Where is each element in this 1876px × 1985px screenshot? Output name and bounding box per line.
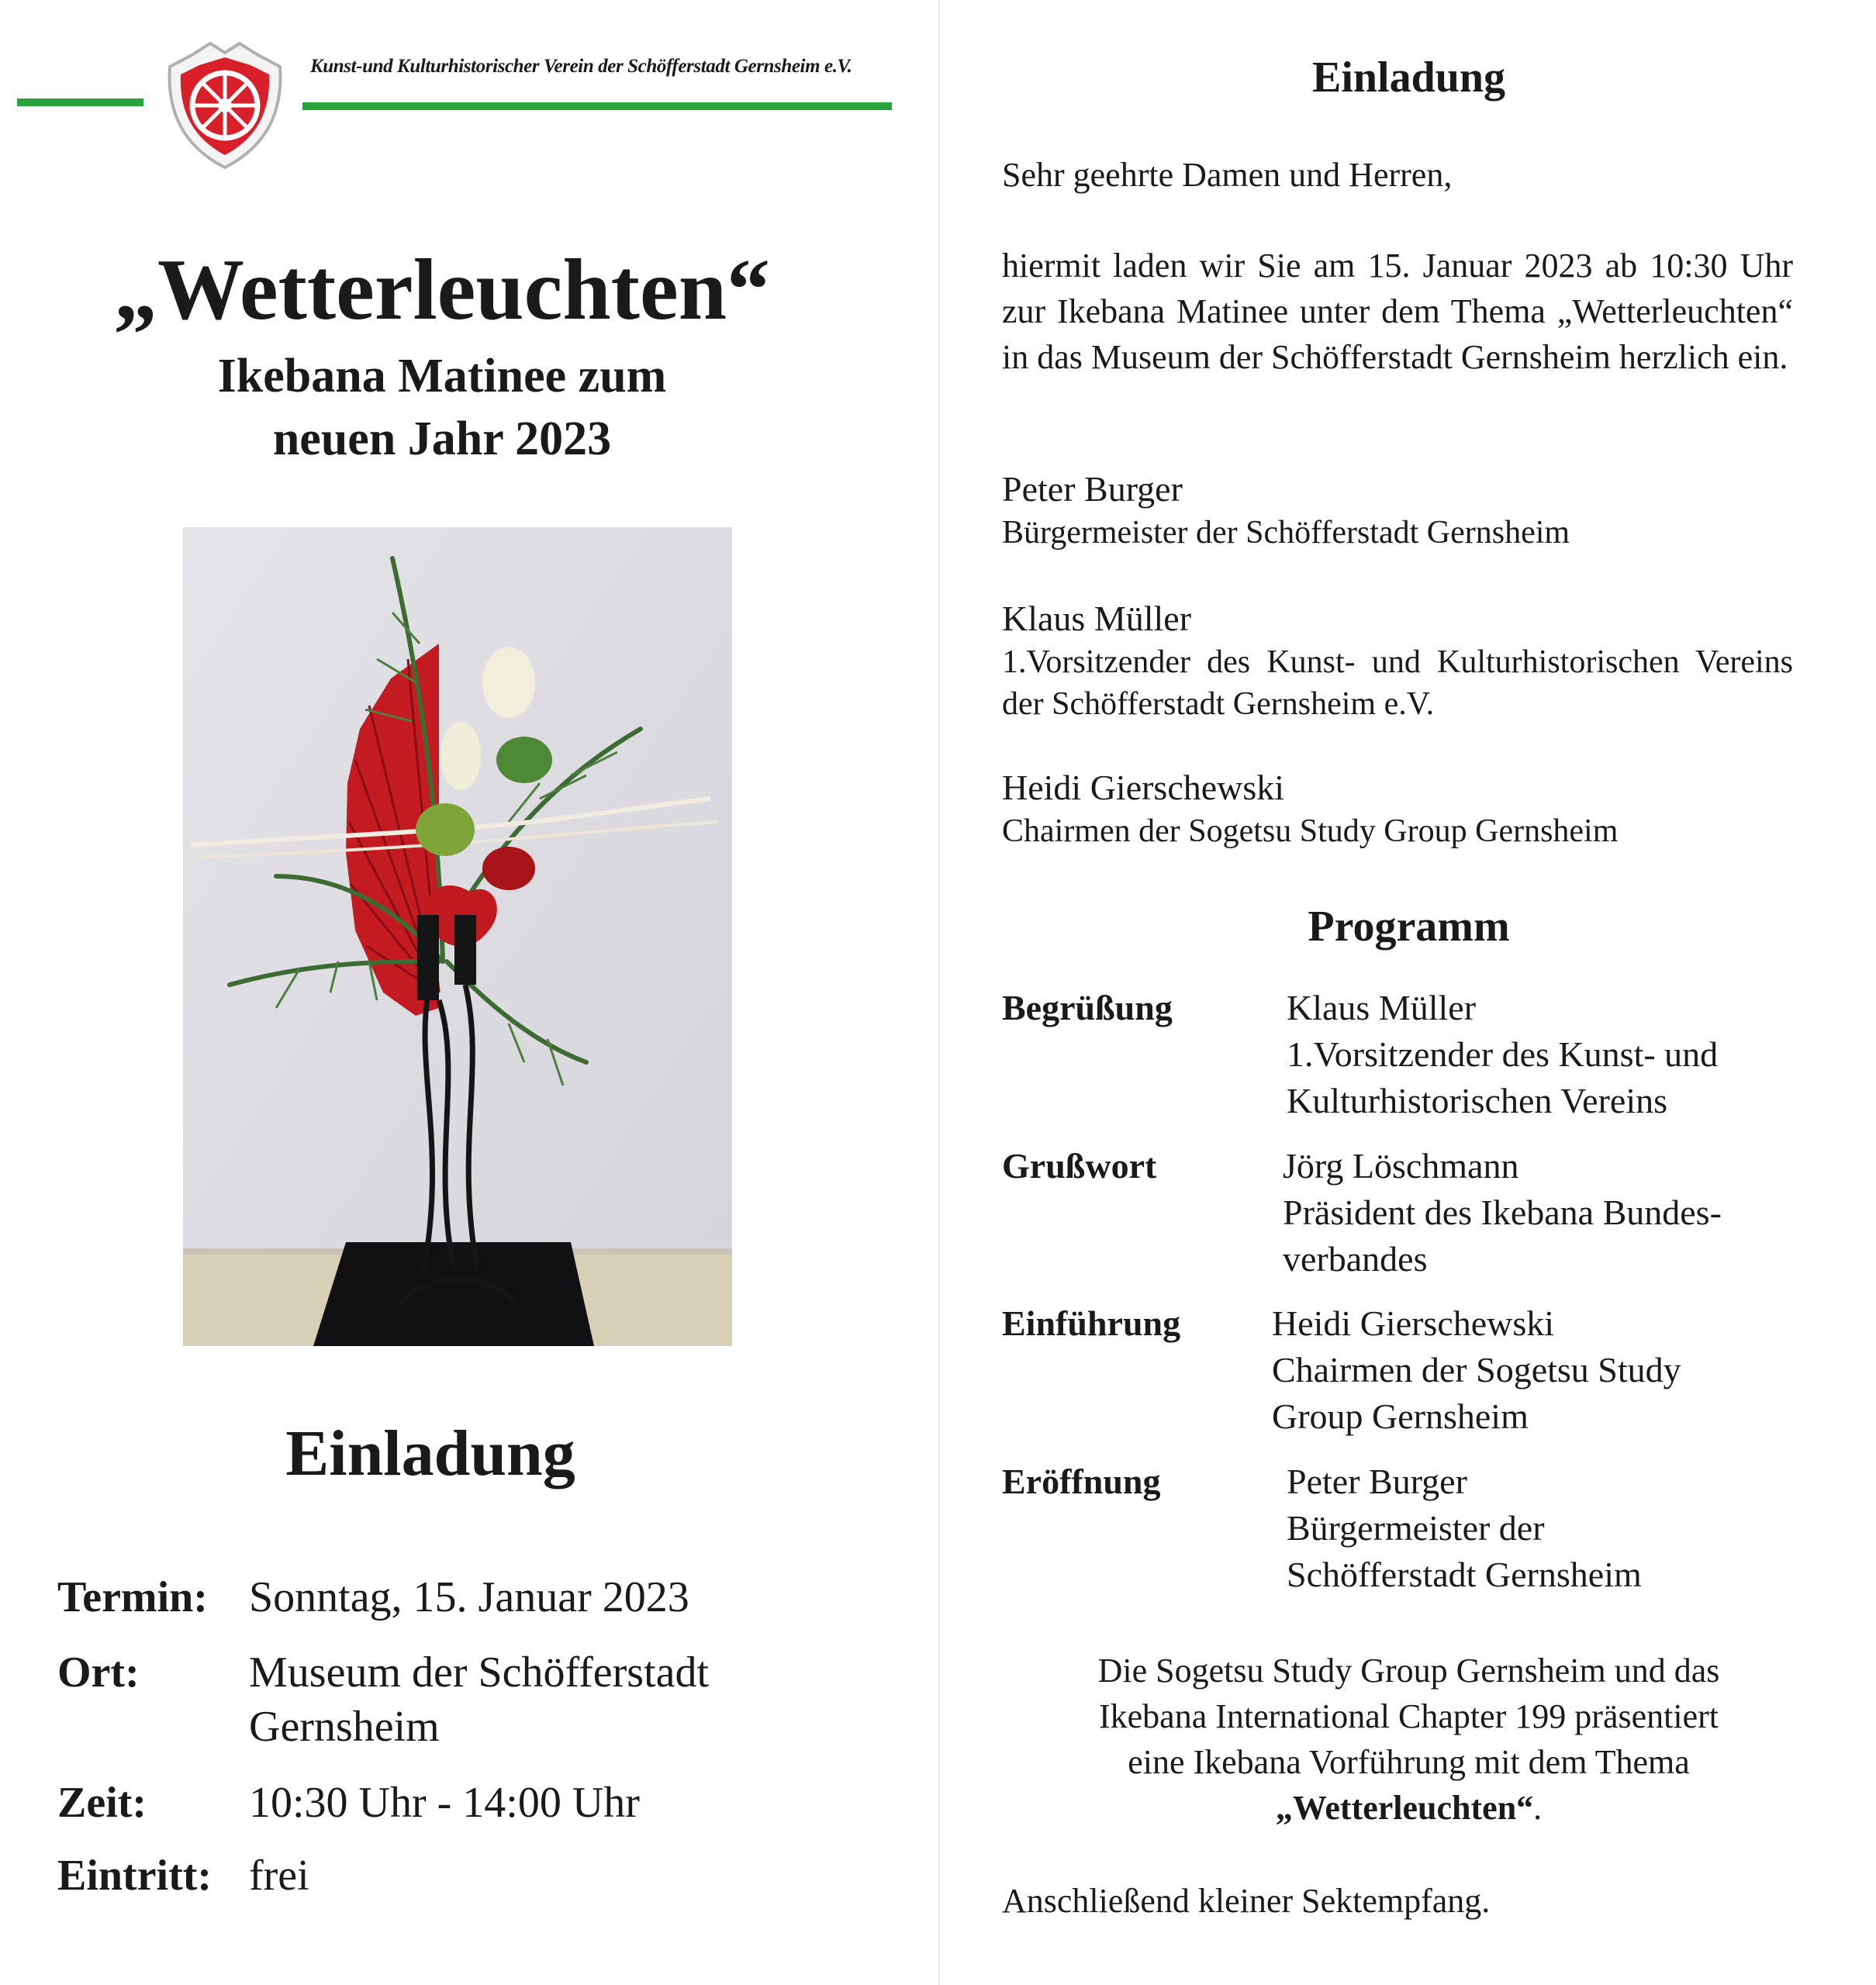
letter-page bbox=[938, 0, 1876, 1985]
signatory-role-3: Chairmen der Sogetsu Study Group Gernsheim bbox=[1002, 813, 1619, 849]
info-label-termin: Termin: bbox=[57, 1573, 208, 1621]
letter-salutation: Sehr geehrte Damen und Herren, bbox=[1002, 156, 1453, 194]
letter-body: hiermit laden wir Sie am 15. Januar 2023 ab 10:30 Uhr zur Ikebana Matinee unter dem Thema „Wetterleuchten“ in das Museum der Schöfferstadt Gernsheim herzlich ein. bbox=[1002, 247, 1793, 376]
flyer-invitation-heading: Einladung bbox=[285, 1417, 575, 1490]
program-label-einfuehrung: Einführung bbox=[1002, 1303, 1181, 1343]
info-value-termin: Sonntag, 15. Januar 2023 bbox=[249, 1573, 689, 1621]
closing-line-2: Ikebana International Chapter 199 präsentiert bbox=[1098, 1697, 1719, 1735]
subtitle-line-1: Ikebana Matinee zum bbox=[217, 350, 667, 402]
signatory-role-1: Bürgermeister der Schöfferstadt Gernsheim bbox=[1002, 515, 1570, 551]
header-line-left bbox=[17, 98, 143, 106]
info-value-ort: Museum der Schöfferstadt Gernsheim bbox=[249, 1648, 710, 1751]
reception-note: Anschließend kleiner Sektempfang. bbox=[1002, 1882, 1491, 1920]
program-value-begruessung: Klaus Müller 1.Vorsitzender des Kunst- und Kulturhistorischen Vereins bbox=[1287, 988, 1719, 1120]
program-label-eroeffnung: Eröffnung bbox=[1002, 1462, 1161, 1501]
signatory-name-3: Heidi Gierschewski bbox=[1002, 768, 1285, 807]
signatory-name-1: Peter Burger bbox=[1002, 469, 1183, 509]
program-value-einfuehrung: Heidi Gierschewski Chairmen der Sogetsu Study Group Gernsheim bbox=[1272, 1303, 1681, 1436]
closing-paragraph bbox=[940, 1648, 1876, 1831]
info-label-eintritt: Eintritt: bbox=[57, 1852, 212, 1900]
ikebana-photo bbox=[183, 527, 732, 1346]
header-line-right bbox=[302, 102, 892, 110]
program-heading: Programm bbox=[1308, 903, 1510, 951]
town-crest-icon bbox=[159, 37, 291, 171]
closing-theme-suffix: . bbox=[1533, 1789, 1543, 1827]
signatory-role-2: 1.Vorsitzender des Kunst- und Kulturhistorischen Vereins der Schöfferstadt Gernsheim e.V. bbox=[1002, 644, 1793, 722]
event-subtitle bbox=[31, 345, 853, 471]
closing-line-1: Die Sogetsu Study Group Gernsheim und das bbox=[1097, 1652, 1720, 1690]
info-label-ort: Ort: bbox=[57, 1648, 140, 1697]
program-label-begruessung: Begrüßung bbox=[1002, 988, 1173, 1027]
closing-line-4 bbox=[940, 1785, 1876, 1831]
letter-heading: Einladung bbox=[1311, 54, 1506, 102]
program-value-grusswort: Jörg Löschmann Präsident des Ikebana Bundes- verbandes bbox=[1283, 1146, 1722, 1279]
subtitle-line-2: neuen Jahr 2023 bbox=[272, 413, 612, 465]
info-label-zeit: Zeit: bbox=[57, 1779, 147, 1827]
program-value-eroeffnung: Peter Burger Bürgermeister der Schöfferstadt Gernsheim bbox=[1287, 1462, 1642, 1594]
org-name: Kunst-und Kulturhistorischer Verein der Schöfferstadt Gernsheim e.V. bbox=[310, 56, 852, 77]
info-value-zeit: 10:30 Uhr - 14:00 Uhr bbox=[249, 1779, 640, 1827]
event-title: „Wetterleuchten“ bbox=[114, 242, 770, 338]
program-label-grusswort: Grußwort bbox=[1002, 1146, 1157, 1186]
info-value-eintritt: frei bbox=[249, 1852, 309, 1900]
closing-line-3: eine Ikebana Vorführung mit dem Thema bbox=[1128, 1743, 1690, 1781]
closing-theme: „Wetterleuchten“ bbox=[1275, 1789, 1534, 1827]
signatory-name-2: Klaus Müller bbox=[1002, 599, 1192, 638]
